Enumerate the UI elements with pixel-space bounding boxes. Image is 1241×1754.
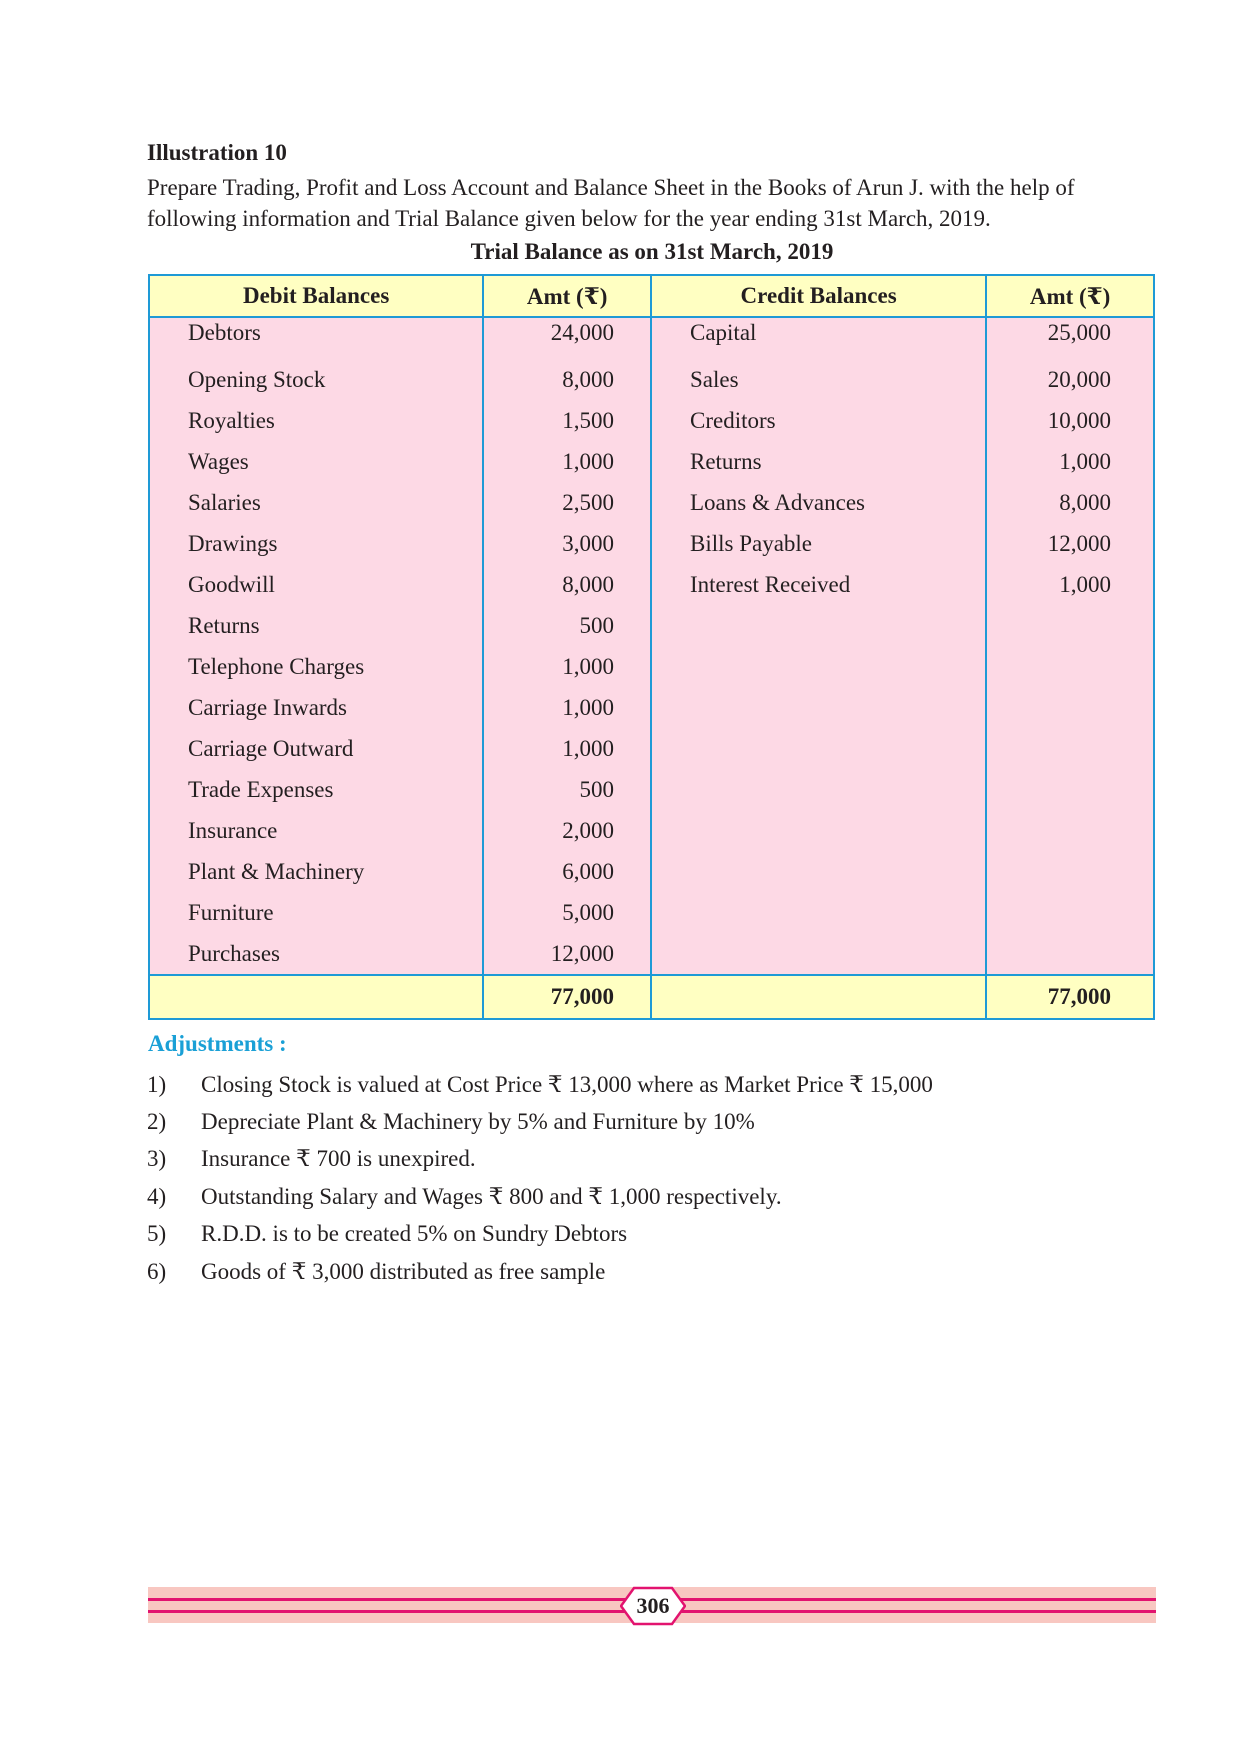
debit-account: Carriage Outward xyxy=(149,728,483,769)
credit-amount xyxy=(986,646,1154,687)
credit-amount: 1,000 xyxy=(986,441,1154,482)
credit-account xyxy=(651,687,986,728)
intro-line-2: following information and Trial Balance given below for the year ending 31st March, 2019. xyxy=(147,206,991,231)
table-row xyxy=(149,441,1154,482)
credit-account: Loans & Advances xyxy=(651,482,986,523)
page-number: 306 xyxy=(636,1593,670,1618)
table-body xyxy=(149,317,1154,975)
credit-account xyxy=(651,851,986,892)
credit-total: 77,000 xyxy=(986,975,1154,1019)
adjustment-number: 3) xyxy=(147,1146,167,1172)
debit-account: Royalties xyxy=(149,400,483,441)
credit-account xyxy=(651,646,986,687)
debit-amount: 500 xyxy=(483,769,651,810)
credit-amount xyxy=(986,892,1154,933)
table-row xyxy=(149,359,1154,400)
debit-account: Trade Expenses xyxy=(149,769,483,810)
credit-amount xyxy=(986,605,1154,646)
total-credit-label-cell xyxy=(651,975,986,1019)
header-credit-amount: Amt (₹) xyxy=(986,275,1154,317)
adjustment-item xyxy=(147,1178,1157,1215)
credit-account: Bills Payable xyxy=(651,523,986,564)
adjustment-item xyxy=(147,1253,1157,1290)
credit-amount xyxy=(986,769,1154,810)
debit-account: Opening Stock xyxy=(149,359,483,400)
adjustments-title: Adjustments : xyxy=(148,1031,287,1056)
debit-amount: 1,500 xyxy=(483,400,651,441)
adjustment-text: Insurance ₹ 700 is unexpired. xyxy=(201,1146,476,1172)
credit-account: Creditors xyxy=(651,400,986,441)
debit-account: Drawings xyxy=(149,523,483,564)
table-row xyxy=(149,400,1154,441)
illustration-heading: Illustration 10 xyxy=(147,140,287,165)
debit-account: Furniture xyxy=(149,892,483,933)
trial-balance-title: Trial Balance as on 31st March, 2019 xyxy=(470,239,834,264)
adjustment-number: 6) xyxy=(147,1258,167,1284)
table-row xyxy=(149,605,1154,646)
adjustment-number: 2) xyxy=(147,1109,167,1135)
credit-amount: 20,000 xyxy=(986,359,1154,400)
trial-balance-table xyxy=(148,274,1155,1020)
debit-amount: 3,000 xyxy=(483,523,651,564)
header-credit-balances: Credit Balances xyxy=(651,275,986,317)
debit-amount: 1,000 xyxy=(483,646,651,687)
debit-account: Plant & Machinery xyxy=(149,851,483,892)
debit-amount: 5,000 xyxy=(483,892,651,933)
credit-amount: 8,000 xyxy=(986,482,1154,523)
table-row xyxy=(149,769,1154,810)
table-row xyxy=(149,851,1154,892)
debit-account: Debtors xyxy=(149,317,483,359)
adjustment-item xyxy=(147,1066,1157,1103)
credit-amount xyxy=(986,810,1154,851)
credit-account: Capital xyxy=(651,317,986,359)
adjustment-text: Depreciate Plant & Machinery by 5% and Furniture by 10% xyxy=(201,1109,755,1135)
credit-account xyxy=(651,810,986,851)
intro-line-1: Prepare Trading, Profit and Loss Account and Balance Sheet in the Books of Arun J. with the help of xyxy=(147,175,1075,200)
adjustment-text: Closing Stock is valued at Cost Price ₹ 13,000 where as Market Price ₹ 15,000 xyxy=(201,1071,933,1097)
credit-account: Returns xyxy=(651,441,986,482)
credit-amount: 10,000 xyxy=(986,400,1154,441)
intro-paragraph xyxy=(147,172,1157,234)
debit-amount: 8,000 xyxy=(483,564,651,605)
adjustment-number: 4) xyxy=(147,1183,167,1209)
debit-account: Wages xyxy=(149,441,483,482)
debit-account: Carriage Inwards xyxy=(149,687,483,728)
debit-amount: 500 xyxy=(483,605,651,646)
table-row xyxy=(149,523,1154,564)
table-row xyxy=(149,646,1154,687)
debit-account: Purchases xyxy=(149,933,483,975)
credit-amount xyxy=(986,687,1154,728)
credit-amount xyxy=(986,933,1154,975)
debit-amount: 12,000 xyxy=(483,933,651,975)
debit-amount: 2,500 xyxy=(483,482,651,523)
credit-account: Sales xyxy=(651,359,986,400)
table-row xyxy=(149,810,1154,851)
credit-amount: 25,000 xyxy=(986,317,1154,359)
table-total-row xyxy=(149,975,1154,1019)
credit-amount: 1,000 xyxy=(986,564,1154,605)
adjustment-item xyxy=(147,1103,1157,1140)
header-debit-balances: Debit Balances xyxy=(149,275,483,317)
table-row xyxy=(149,687,1154,728)
debit-amount: 2,000 xyxy=(483,810,651,851)
debit-amount: 1,000 xyxy=(483,441,651,482)
table-row xyxy=(149,482,1154,523)
debit-account: Telephone Charges xyxy=(149,646,483,687)
credit-account xyxy=(651,769,986,810)
header-debit-amount: Amt (₹) xyxy=(483,275,651,317)
debit-total: 77,000 xyxy=(483,975,651,1019)
table-row xyxy=(149,933,1154,975)
credit-account: Interest Received xyxy=(651,564,986,605)
credit-account xyxy=(651,728,986,769)
adjustment-number: 5) xyxy=(147,1221,167,1247)
debit-amount: 1,000 xyxy=(483,687,651,728)
adjustment-text: Goods of ₹ 3,000 distributed as free sample xyxy=(201,1258,606,1284)
credit-amount: 12,000 xyxy=(986,523,1154,564)
table-row xyxy=(149,892,1154,933)
adjustment-number: 1) xyxy=(147,1071,167,1097)
adjustment-item xyxy=(147,1141,1157,1178)
debit-account: Salaries xyxy=(149,482,483,523)
table-row xyxy=(149,728,1154,769)
debit-account: Returns xyxy=(149,605,483,646)
debit-account: Goodwill xyxy=(149,564,483,605)
debit-amount: 6,000 xyxy=(483,851,651,892)
table-header-row xyxy=(149,275,1154,317)
credit-amount xyxy=(986,851,1154,892)
total-debit-label-cell xyxy=(149,975,483,1019)
credit-amount xyxy=(986,728,1154,769)
debit-amount: 1,000 xyxy=(483,728,651,769)
credit-account xyxy=(651,892,986,933)
debit-account: Insurance xyxy=(149,810,483,851)
credit-account xyxy=(651,933,986,975)
adjustment-text: R.D.D. is to be created 5% on Sundry Debtors xyxy=(201,1221,628,1247)
table-row xyxy=(149,564,1154,605)
debit-amount: 8,000 xyxy=(483,359,651,400)
adjustments-list xyxy=(147,1066,1157,1290)
adjustment-text: Outstanding Salary and Wages ₹ 800 and ₹ 1,000 respectively. xyxy=(201,1183,782,1209)
table-row xyxy=(149,317,1154,359)
credit-account xyxy=(651,605,986,646)
adjustment-item xyxy=(147,1216,1157,1253)
debit-amount: 24,000 xyxy=(483,317,651,359)
